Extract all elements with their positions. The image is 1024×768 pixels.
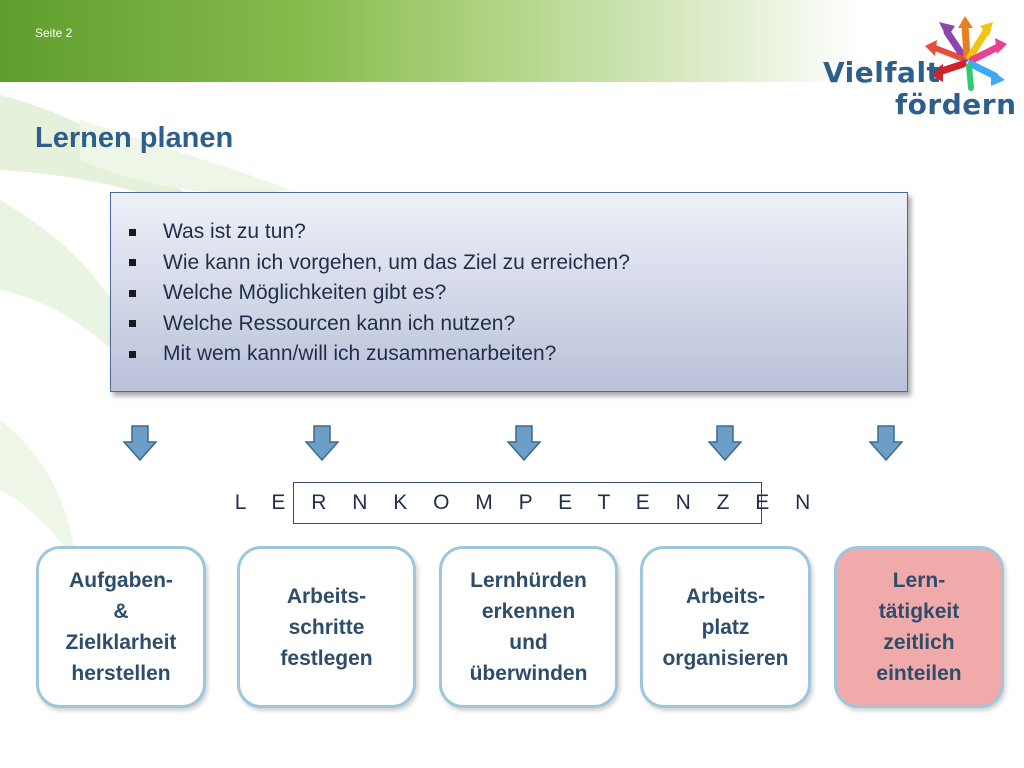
square-bullet-icon [129, 320, 136, 327]
square-bullet-icon [129, 229, 136, 236]
competence-card-label: Lern- tätigkeit zeitlich einteilen [876, 569, 962, 685]
question-text: Welche Möglichkeiten gibt es? [163, 281, 447, 305]
guiding-questions-box [110, 192, 908, 392]
competence-card-learning-obstacles [439, 546, 618, 708]
question-item [125, 339, 907, 370]
square-bullet-icon [129, 290, 136, 297]
learning-competences-label: L E R N K O M P E T E N Z E N [234, 491, 821, 514]
vielfalt-foerdern-logo [820, 14, 1017, 124]
logo-text-line1: Vielfalt [823, 56, 941, 89]
competence-card-label: Aufgaben- & Zielklarheit herstellen [65, 569, 177, 685]
header-band [0, 0, 860, 82]
question-text: Mit wem kann/will ich zusammenarbeiten? [163, 342, 557, 366]
logo-text-line2: fördern [895, 88, 1017, 121]
question-text: Welche Ressourcen kann ich nutzen? [163, 311, 516, 335]
question-item [125, 217, 907, 248]
question-text: Wie kann ich vorgehen, um das Ziel zu erreichen? [163, 250, 630, 274]
square-bullet-icon [129, 259, 136, 266]
down-arrow-icon [305, 425, 339, 461]
down-arrow-icon [869, 425, 903, 461]
question-item [125, 309, 907, 340]
down-arrow-icon [708, 425, 742, 461]
competence-card-work-steps [237, 546, 416, 708]
competence-card-time-planning [834, 546, 1004, 708]
competence-card-task-clarity [36, 546, 206, 708]
question-item [125, 278, 907, 309]
question-text: Was ist zu tun? [163, 220, 306, 244]
question-item [125, 248, 907, 279]
page-title: Lernen planen [35, 122, 234, 154]
down-arrow-icon [123, 425, 157, 461]
page-number: Seite 2 [35, 26, 73, 40]
question-list [111, 193, 907, 370]
learning-competences-heading [234, 482, 821, 524]
square-bullet-icon [129, 351, 136, 358]
competence-card-label: Arbeits- platz organisieren [662, 584, 789, 670]
competence-card-label: Arbeits- schritte festlegen [280, 584, 373, 670]
competence-card-workplace [640, 546, 811, 708]
down-arrow-icon [507, 425, 541, 461]
competence-card-label: Lernhürden erkennen und überwinden [469, 569, 588, 685]
